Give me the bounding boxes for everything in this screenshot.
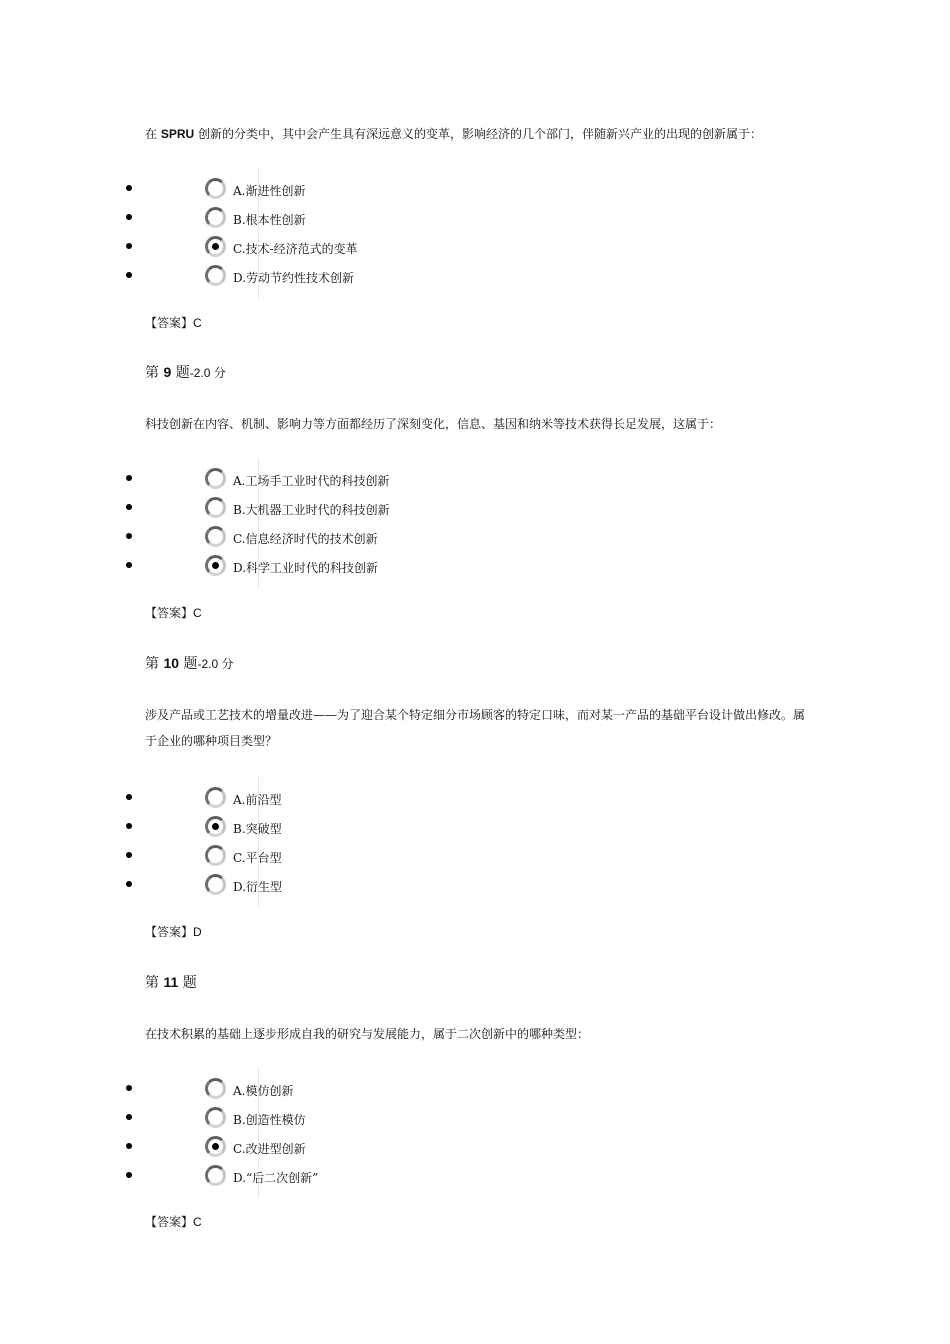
option-label: A.工场手工业时代的科技创新 bbox=[233, 474, 390, 488]
radio-unchecked-icon[interactable] bbox=[205, 178, 226, 199]
option-d[interactable] bbox=[0, 265, 500, 294]
radio-unchecked-icon[interactable] bbox=[205, 1165, 226, 1186]
question-text: 涉及产品或工艺技术的增量改进——为了迎合某个特定细分市场顾客的特定口味，而对某一产品的基础平台设计做出修改。属于企业的哪种项目类型？ bbox=[145, 708, 806, 748]
option-label: D.衍生型 bbox=[233, 880, 283, 894]
radio-unchecked-icon[interactable] bbox=[205, 265, 226, 286]
answer-prefix: 【答案】 bbox=[145, 316, 194, 330]
option-b[interactable] bbox=[0, 207, 500, 236]
question-heading bbox=[145, 653, 234, 674]
radio-unchecked-icon[interactable] bbox=[205, 874, 226, 895]
option-a[interactable] bbox=[0, 1078, 500, 1107]
question-number: 10 bbox=[163, 655, 180, 671]
option-label: A.模仿创新 bbox=[233, 1084, 294, 1098]
option-label: B.根本性创新 bbox=[233, 213, 306, 227]
heading-suffix: 题 bbox=[178, 975, 197, 991]
answer-prefix: 【答案】 bbox=[145, 1215, 194, 1229]
question-options bbox=[0, 777, 950, 907]
question-text: 科技创新在内容、机制、影响力等方面都经历了深刻变化，信息、基因和纳米等技术获得长足发展，这属于： bbox=[145, 417, 722, 431]
heading-prefix: 第 bbox=[145, 365, 164, 381]
option-label: B.大机器工业时代的科技创新 bbox=[233, 503, 390, 517]
radio-checked-icon[interactable] bbox=[205, 236, 226, 257]
bullet-icon bbox=[126, 562, 132, 568]
bullet-icon bbox=[126, 272, 132, 278]
question-1-text-spru: SPRU bbox=[160, 127, 195, 141]
question-1-options bbox=[0, 168, 950, 298]
option-d[interactable] bbox=[0, 1165, 500, 1194]
question-heading bbox=[145, 362, 226, 383]
option-label: D.科学工业时代的科技创新 bbox=[233, 561, 379, 575]
radio-checked-icon[interactable] bbox=[205, 1136, 226, 1157]
option-d[interactable] bbox=[0, 555, 500, 584]
radio-unchecked-icon[interactable] bbox=[205, 787, 226, 808]
bullet-icon bbox=[126, 533, 132, 539]
bullet-icon bbox=[126, 1143, 132, 1149]
option-d[interactable] bbox=[0, 874, 500, 903]
question-number: 9 bbox=[163, 364, 172, 380]
option-label: C.技术-经济范式的变革 bbox=[233, 242, 358, 256]
heading-suffix: 题 bbox=[179, 656, 198, 672]
option-label: B.创造性模仿 bbox=[233, 1113, 306, 1127]
option-label: B.突破型 bbox=[233, 822, 282, 836]
radio-unchecked-icon[interactable] bbox=[205, 497, 226, 518]
option-label: C.改进型创新 bbox=[233, 1142, 306, 1156]
bullet-icon bbox=[126, 823, 132, 829]
answer-prefix: 【答案】 bbox=[145, 925, 194, 939]
option-label: A.前沿型 bbox=[233, 793, 282, 807]
option-label: C.信息经济时代的技术创新 bbox=[233, 532, 378, 546]
radio-checked-icon[interactable] bbox=[205, 816, 226, 837]
option-label: D.劳动节约性技术创新 bbox=[233, 271, 355, 285]
question-options bbox=[0, 1068, 950, 1198]
question-score: -2.0 分 bbox=[197, 657, 234, 671]
option-label: D.“后二次创新” bbox=[233, 1171, 319, 1185]
heading-prefix: 第 bbox=[145, 656, 164, 672]
option-a[interactable] bbox=[0, 468, 500, 497]
bullet-icon bbox=[126, 1085, 132, 1091]
option-label: C.平台型 bbox=[233, 851, 282, 865]
question-number: 11 bbox=[163, 974, 179, 990]
answer-letter: C bbox=[193, 1215, 202, 1229]
bullet-icon bbox=[126, 1172, 132, 1178]
answer-prefix: 【答案】 bbox=[145, 606, 194, 620]
option-b[interactable] bbox=[0, 1107, 500, 1136]
radio-unchecked-icon[interactable] bbox=[205, 468, 226, 489]
answer-line bbox=[145, 604, 202, 622]
question-1-text-part: 在 bbox=[145, 127, 161, 141]
answer-letter: D bbox=[193, 925, 202, 939]
bullet-icon bbox=[126, 243, 132, 249]
answer-letter: C bbox=[193, 316, 202, 330]
bullet-icon bbox=[126, 881, 132, 887]
question-score: -2.0 分 bbox=[189, 366, 226, 380]
option-b[interactable] bbox=[0, 816, 500, 845]
question-heading bbox=[145, 972, 197, 993]
bullet-icon bbox=[126, 475, 132, 481]
option-a[interactable] bbox=[0, 178, 500, 207]
bullet-icon bbox=[126, 794, 132, 800]
radio-unchecked-icon[interactable] bbox=[205, 526, 226, 547]
option-c[interactable] bbox=[0, 845, 500, 874]
question-text: 在技术积累的基础上逐步形成自我的研究与发展能力，属于二次创新中的哪种类型： bbox=[145, 1027, 590, 1041]
question-1-text bbox=[145, 121, 815, 147]
answer-line bbox=[145, 1213, 202, 1231]
radio-checked-icon[interactable] bbox=[205, 555, 226, 576]
radio-unchecked-icon[interactable] bbox=[205, 207, 226, 228]
radio-unchecked-icon[interactable] bbox=[205, 1107, 226, 1128]
radio-unchecked-icon[interactable] bbox=[205, 1078, 226, 1099]
answer-line bbox=[145, 923, 202, 941]
question-1-text-part: 创新的分类中，其中会产生具有深远意义的变革，影响经济的几个部门，伴随新兴产业的出现的创新属于： bbox=[194, 127, 762, 141]
bullet-icon bbox=[126, 185, 132, 191]
bullet-icon bbox=[126, 1114, 132, 1120]
bullet-icon bbox=[126, 214, 132, 220]
radio-unchecked-icon[interactable] bbox=[205, 845, 226, 866]
option-a[interactable] bbox=[0, 787, 500, 816]
answer-line bbox=[145, 314, 202, 332]
option-c[interactable] bbox=[0, 236, 500, 265]
option-label: A.渐进性创新 bbox=[233, 184, 306, 198]
heading-suffix: 题 bbox=[171, 365, 190, 381]
option-c[interactable] bbox=[0, 526, 500, 555]
bullet-icon bbox=[126, 852, 132, 858]
option-c[interactable] bbox=[0, 1136, 500, 1165]
bullet-icon bbox=[126, 504, 132, 510]
option-b[interactable] bbox=[0, 497, 500, 526]
question-options bbox=[0, 458, 950, 588]
heading-prefix: 第 bbox=[145, 975, 164, 991]
answer-letter: C bbox=[193, 606, 202, 620]
